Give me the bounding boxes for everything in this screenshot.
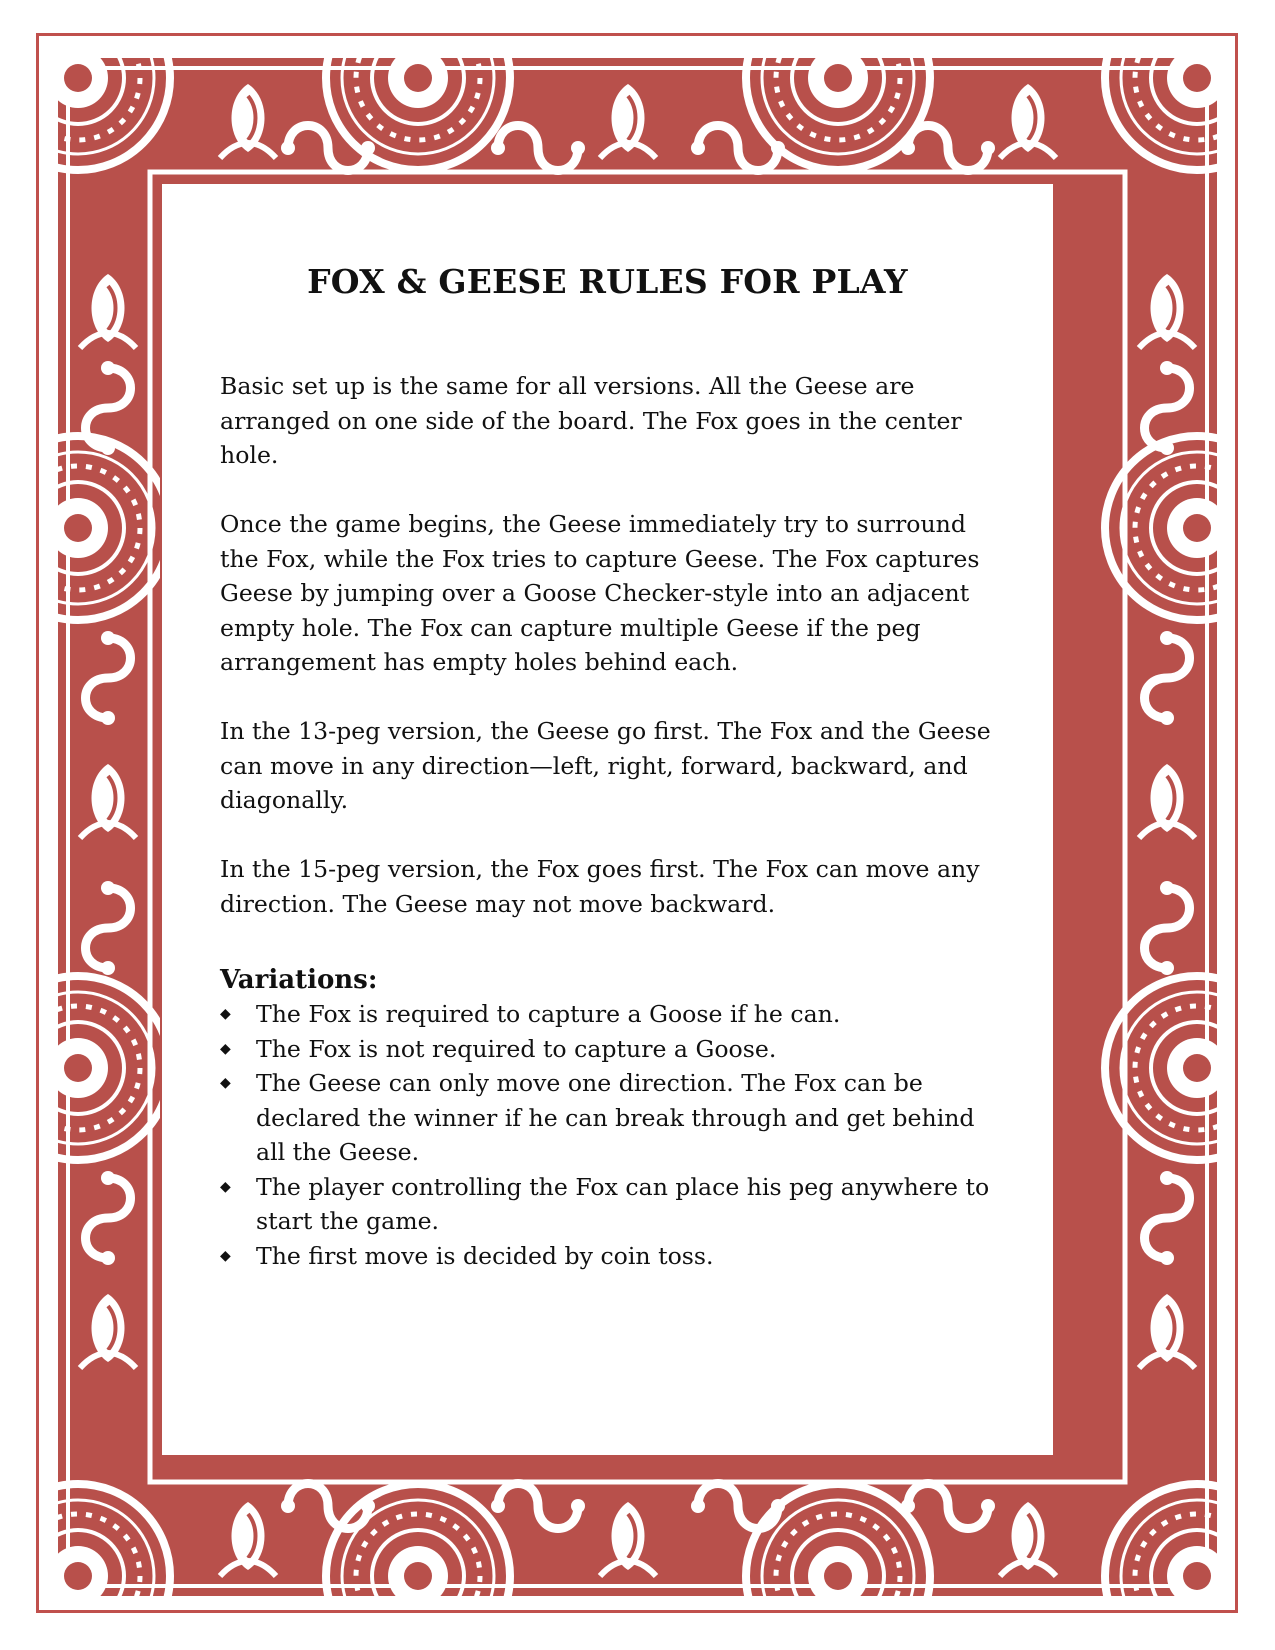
page-title: FOX & GEESE RULES FOR PLAY (307, 262, 908, 301)
paragraph-13-peg: In the 13-peg version, the Geese go first. The Fox and the Geese can move in any direction—left, right, forward, backward, and diagonally. (220, 717, 991, 814)
paragraph-setup: Basic set up is the same for all versions. All the Geese are arranged on one side of the board. The Fox goes in the center hole. (220, 372, 962, 469)
variation-item (220, 1066, 995, 1170)
variations-heading: Variations: (220, 965, 378, 995)
variation-item (220, 1239, 995, 1274)
diamond-bullet-icon: ◆ (220, 1247, 231, 1264)
diamond-bullet-icon: ◆ (220, 1075, 231, 1091)
rules-panel (160, 182, 1055, 1457)
variation-item (220, 1170, 995, 1239)
variation-text: The Fox is required to capture a Goose if he can. (256, 1000, 841, 1028)
variation-item (220, 1032, 995, 1067)
variation-text: The Geese can only move one direction. The Fox can be declared the winner if he can break through and get behind all the Geese. (256, 1069, 975, 1166)
variation-text: The first move is decided by coin toss. (256, 1241, 714, 1270)
paragraph-gameplay: Once the game begins, the Geese immediately try to surround the Fox, while the Fox tries to capture Geese. The Fox captures Geese by jumping over a Goose Checker-style into an adjacent empty hole. The Fox can capture multiple Geese if the peg arrangement has empty holes behind each. (220, 510, 980, 676)
diamond-bullet-icon: ◆ (220, 1006, 231, 1022)
paragraph-15-peg: In the 15-peg version, the Fox goes first. The Fox can move any direction. The Geese may not move backward. (220, 855, 980, 918)
rules-body (220, 369, 995, 1273)
diamond-bullet-icon: ◆ (220, 1178, 231, 1195)
variation-item (220, 997, 995, 1032)
variation-text: The player controlling the Fox can place his peg anywhere to start the game. (256, 1172, 990, 1235)
variations-list (220, 997, 995, 1273)
diamond-bullet-icon: ◆ (220, 1040, 231, 1057)
variation-text: The Fox is not required to capture a Goose. (256, 1034, 777, 1063)
